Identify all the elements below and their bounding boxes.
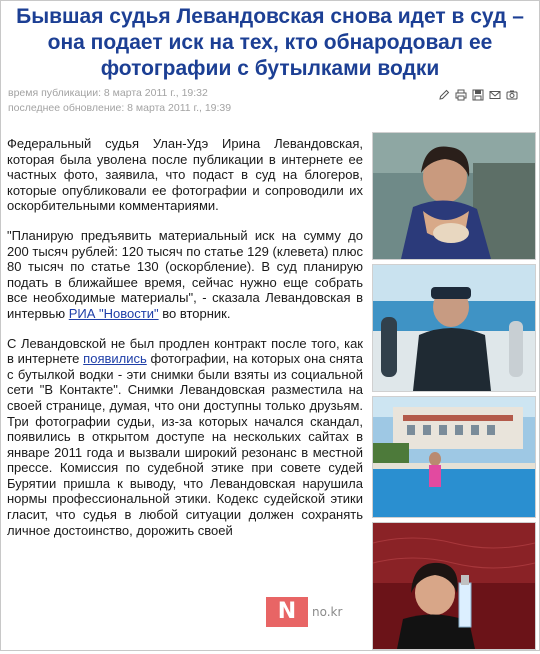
photo-judge-bottle [372, 522, 536, 650]
background-text: фотографии, на которых она снята с бутылкой водки - эти снимки были взяты из социальной сети "В Контакте". Снимки Левандовская разместила на своей странице, думая, что они доступны только друзьям. Три фотографии судьи, из-за которых начался скандал, появились в открытом доступе на нескольких сайтах в январе 2011 года и вызвали широкий резонанс в местной прессе. Комиссия по судебной этике при совете судей Бурятии пришла к выводу, что Левандовская нарушила нормы профессиональной этики. Кодекс судейской этики гласит, что судья в любой ситуации должен сохранять личное достоинство, дорожить своей [7, 351, 364, 538]
edit-icon[interactable] [438, 89, 450, 101]
quote-end: во вторник. [158, 305, 231, 321]
site-watermark [266, 594, 416, 630]
ria-novosti-link[interactable]: РИА "Новости" [68, 305, 159, 321]
save-icon[interactable] [472, 89, 484, 101]
appeared-link[interactable]: появились [83, 351, 147, 367]
photo-judge-portrait [372, 132, 536, 260]
last-update-time: последнее обновление: 8 марта 2011 г., 19:39 [8, 102, 232, 114]
paragraph-intro: Федеральный судья Улан-Удэ Ирина Левандовская, которая была уволена после публикации в интернете ее частных фото, заявила, что подаст в суд на блогеров, которые опубликовали ее фотографии и сопроводили их оскорбительными комментариями. [7, 136, 363, 214]
photo-icon[interactable] [506, 89, 518, 101]
email-icon[interactable] [489, 89, 501, 101]
article-toolbar [438, 88, 518, 102]
background-start: С Левандовской не был продлен контракт после того, как в интернете [7, 335, 363, 367]
article-body [7, 136, 363, 552]
paragraph-background [7, 336, 363, 539]
paragraph-quote [7, 228, 363, 322]
print-icon[interactable] [455, 89, 467, 101]
quote-text: "Планирую предъявить материальный иск на сумму до 200 тысяч рублей: 120 тысяч по статье 129 (клевета) плюс 80 тысяч по статье 130 (оскорбление). В суд планирую подать в ближайшее время, сейчас нужно еще собрать все необходимые материалы", - сказала Левандовская в интервью [7, 227, 363, 321]
publication-time: время публикации: 8 марта 2011 г., 19:32 [8, 87, 208, 99]
photo-column [372, 132, 536, 654]
article-headline: Бывшая судья Левандовская снова идет в суд – она подает иск на тех, кто обнародовал ее фотографии с бутылками водки [16, 5, 524, 80]
watermark-text: no.kr [312, 605, 343, 619]
photo-judge-pool [372, 396, 536, 518]
photo-judge-diving [372, 264, 536, 392]
watermark-badge: N [266, 597, 308, 627]
article-meta [8, 86, 408, 116]
